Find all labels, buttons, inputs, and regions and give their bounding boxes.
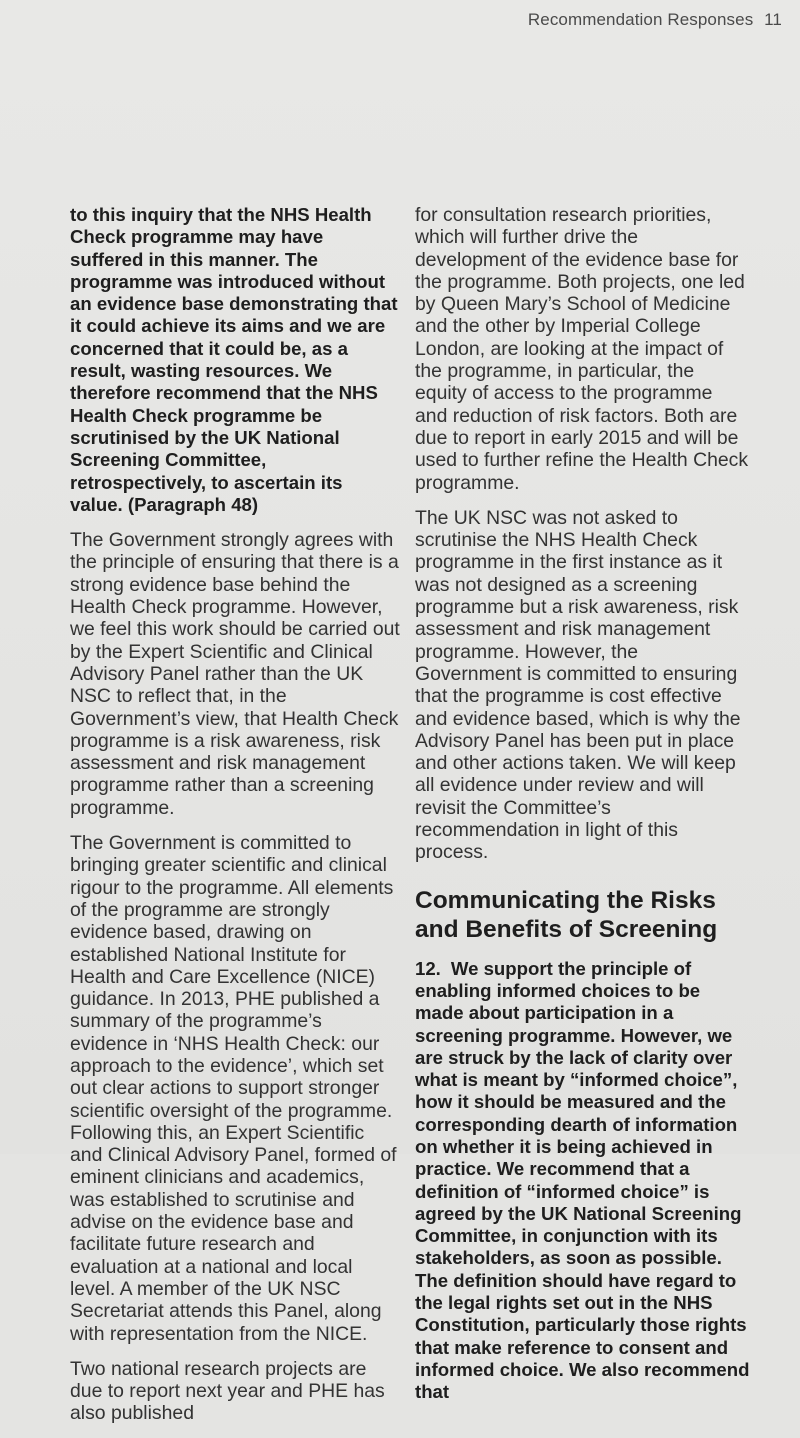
response-paragraph: The Government is committed to bringing greater scientific and clinical rigour to the programme. All elements of the programme are strongly evidence based, drawing on established National Institute for Health and Care Excellence (NICE) guidance. In 2013, PHE published a summary of the programme’s evidence in ‘NHS Health Check: our approach to the evidence’, which set out clear actions to support stronger scientific oversight of the programme. Following this, an Expert Scientific and Clinical Advisory Panel, formed of eminent clinicians and academics, was established to scrutinise and advise on the evidence base and facilitate future research and evaluation at a national and local level. A member of the UK NSC Secretariat attends this Panel, along with representation from the NICE. [70,832,397,1345]
recommendation-text: We support the principle of enabling informed choices to be made about participation in a screening programme. However, we are struck by the lack of clarity over what is meant by “informed choice”, how it should be measured and the corresponding dearth of information on whether it is being achieved in practice. We recommend that a definition of “informed choice” is agreed by the UK National Screening Committee, in conjunction with its stakeholders, as soon as possible. The definition should have regard to the legal rights set out in the NHS Constitution, particularly those rights that make reference to consent and informed choice. We also recommend that [415,957,750,1403]
response-paragraph: for consultation research priorities, which will further drive the development of the evidence base for the programme. Both projects, one led by Queen Mary’s School of Medicine and the other by Imperial College London, are looking at the impact of the programme, in particular, the equity of access to the programme and reduction of risk factors. Both are due to report in early 2015 and will be used to further refine the Health Check programme. [415,204,749,494]
response-paragraph: The Government strongly agrees with the principle of ensuring that there is a strong evidence base behind the Health Check programme. However, we feel this work should be carried out by the Expert Scientific and Clinical Advisory Panel rather than the UK NSC to reflect that, in the Government’s view, that Health Check programme is a risk awareness, risk assessment and risk management programme rather than a screening programme. [70,529,400,819]
left-column [70,204,400,1438]
section-heading: Communicating the Risks and Benefits of Screening [415,886,718,943]
header-section-title: Recommendation Responses [527,10,754,29]
recommendation-text-continued: to this inquiry that the NHS Health Check programme may have suffered in this manner. The programme was introduced without an evidence base demonstrating that it could achieve its aims and we are concerned that it could be, as a result, wasting resources. We therefore recommend that the NHS Health Check programme be scrutinised by the UK National Screening Committee, retrospectively, to ascertain its value. (Paragraph 48) [70,204,398,515]
response-paragraph: The UK NSC was not asked to scrutinise the NHS Health Check programme in the first instance as it was not designed as a screening programme but a risk awareness, risk assessment and risk management programme. However, the Government is committed to ensuring that the programme is cost effective and evidence based, which is why the Advisory Panel has been put in place and other actions taken. We will keep all evidence under review and will revisit the Committee’s recommendation in light of this process. [415,506,741,864]
recommendation-paragraph [415,958,750,1404]
recommendation-number: 12. [415,957,441,979]
page-number: 11 [764,10,782,29]
response-paragraph: Two national research projects are due to report next year and PHE has also published [70,1357,385,1425]
right-column [415,204,750,1417]
running-header [528,10,782,30]
